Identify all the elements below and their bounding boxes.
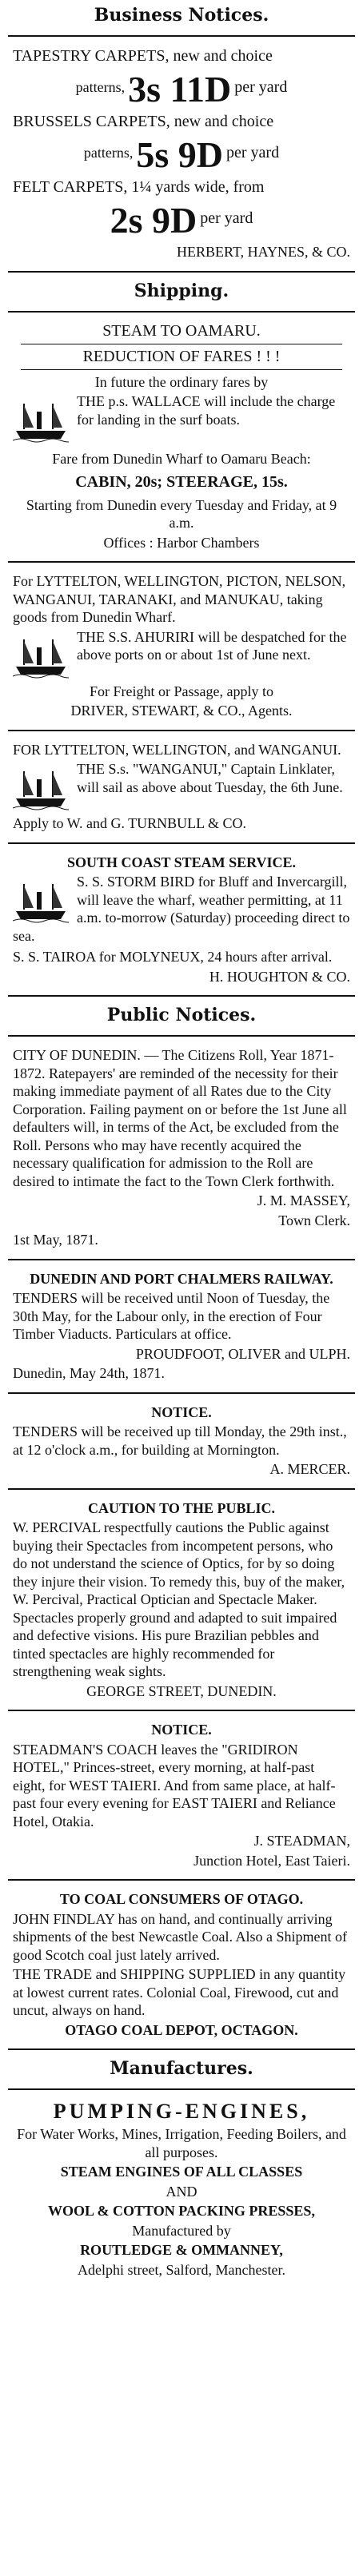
lyttelton-ahuriri-ad [0,567,363,725]
divider [8,561,355,563]
railway-notice [0,1265,363,1388]
divider [8,1259,355,1260]
wanganui-intro: FOR LYTTELTON, WELLINGTON, and WANGANUI. [13,741,341,758]
coach-title: NOTICE. [151,1722,212,1738]
coal-depot: OTAGO COAL DEPOT, OCTAGON. [65,2021,298,2038]
divider [8,1488,355,1490]
wool-presses-line: WOOL & COTTON PACKING PRESSES, [48,2203,315,2219]
wanganui-apply: Apply to W. and G. TURNBULL & CO. [13,815,247,831]
coal-body: JOHN FINDLAY has on hand, and continually arriving shipments of the best Newcastle Coal. Also a Shipment of good Scotch coal just lately arrived. [13,1910,347,1963]
felt-line: FELT CARPETS, 1¼ yards wide, from [13,178,265,196]
dunedin-roll-notice [0,1041,363,1254]
manufactures-section [0,2055,363,2283]
southcoast-signature: H. HOUGHTON & CO. [209,968,350,985]
ahuriri-agents: DRIVER, STEWART, & CO., Agents. [70,703,293,719]
ahuriri-freight: For Freight or Passage, apply to [90,683,273,699]
felt-post: per yard [200,209,253,228]
caution-address: GEORGE STREET, DUNEDIN. [86,1682,277,1699]
ahuriri-body: THE S.S. AHURIRI will be despatched for the above ports on or about 1st of June next. [77,628,347,663]
ahuriri-intro: For LYTTELTON, WELLINGTON, PICTON, NELSON, WANGANUI, TARANAKI, and MANUKAU, taking goods from Dunedin Wharf. [13,573,346,625]
tapestry-line: TAPESTRY CARPETS, new and choice [13,47,273,65]
oamaru-title: STEAM TO OAMARU. [102,321,261,340]
manufactured-by: Manufactured by [132,2222,231,2239]
dunedin-body: CITY OF DUNEDIN. — The Citizens Roll, Year 1871-1872. Ratepayers' are reminded of the necessity for their making immediate payment of all Rates due to the City Corporation. Failing payment on or before the 1st June all defaulters will, in terms of the Act, be excluded from the Roll. Persons who may have recently acquired the necessary qualification for admission to the Roll are desired to intimate the fact to the Town Clerk forthwith. [13,1047,347,1189]
tapestry-price: 3s 11D [128,69,232,109]
divider [8,730,355,731]
coach-notice [0,1716,363,1874]
felt-price: 2s 9D [110,200,197,241]
section-heading-manufactures: Manufactures. [110,2058,253,2079]
coal-trade: THE TRADE and SHIPPING SUPPLIED in any quantity at lowest current rates. Colonial Coal, Firewood, cut and uncut, always on hand. [13,1966,346,2018]
coal-notice [0,1885,363,2044]
and-line: AND [166,2183,197,2200]
coach-address: Junction Hotel, East Taieri. [193,1852,350,1869]
divider [8,2088,355,2090]
steamship-icon [13,396,69,444]
divider [8,271,355,273]
coal-title: TO COAL CONSUMERS OF OTAGO. [59,1891,304,1907]
tapestry-pre: patterns, [75,79,126,96]
notice-title: NOTICE. [151,1403,212,1420]
oamaru-ad [0,317,363,557]
steamship-icon [13,631,69,679]
railway-signature: PROUDFOOT, OLIVER and ULPH. [135,1345,350,1362]
brussels-pre: patterns, [83,145,134,161]
oamaru-sailing: Starting from Dunedin every Tuesday and Friday, at 9 a.m. [26,496,337,531]
brussels-post: per yard [226,144,280,162]
pumping-body: For Water Works, Mines, Irrigation, Feeding Boilers, and all purposes. [17,2126,346,2160]
steamship-icon [13,876,69,924]
oamaru-body: THE p.s. WALLACE will include the charge for landing in the surf boats. [77,393,336,428]
divider [8,2048,355,2050]
divider [8,1710,355,1711]
railway-date: Dunedin, May 24th, 1871. [13,1365,165,1381]
divider [8,995,355,997]
divider [8,311,355,313]
steamship-icon [13,763,69,811]
maker-name: ROUTLEDGE & OMMANNEY, [80,2242,283,2258]
tairoa-line: S. S. TAIROA for MOLYNEUX, 24 hours after arrival. [13,949,333,965]
carpets-ad [0,42,363,266]
steam-engines-line: STEAM ENGINES OF ALL CLASSES [60,2164,303,2180]
coach-body: STEADMAN'S COACH leaves the "GRIDIRON HOTEL," Princes-street, every morning, at half-past eight, for WEST TAIERI. And from same place, at half-past four every evening for EAST TAIERI and Reliance Hotel, Otakia. [13,1741,336,1829]
pumping-engines-ad [0,2095,363,2283]
oamaru-offices: Offices : Harbor Chambers [103,534,260,551]
lyttelton-wanganui-ad [0,736,363,838]
divider [8,35,355,37]
shipping-section [0,277,363,991]
dunedin-role: Town Clerk. [278,1212,350,1228]
divider [8,1392,355,1394]
section-heading-public: Public Notices. [106,1005,257,1025]
divider [8,842,355,844]
business-notices-section [0,0,363,266]
divider [8,1035,355,1037]
mornington-body: TENDERS will be received up till Monday, the 29th inst., at 12 o'clock a.m., for building at Mornington. [13,1423,347,1458]
railway-title: DUNEDIN AND PORT CHALMERS RAILWAY. [30,1270,333,1287]
brussels-line: BRUSSELS CARPETS, new and choice [13,113,274,130]
oamaru-fare-title: Fare from Dunedin Wharf to Oamaru Beach: [52,451,311,467]
mornington-signature: A. MERCER. [269,1461,350,1477]
caution-notice [0,1495,363,1706]
oamaru-subtitle: REDUCTION OF FARES ! ! ! [82,347,281,365]
caution-title: CAUTION TO THE PUBLIC. [87,1499,276,1516]
southcoast-title: SOUTH COAST STEAM SERVICE. [66,854,297,870]
section-heading-shipping: Shipping. [134,280,229,301]
tapestry-post: per yard [234,78,288,97]
oamaru-fares: CABIN, 20s; STEERAGE, 15s. [75,472,288,491]
public-notices-section [0,1001,363,2044]
section-heading-business: Business Notices. [94,5,269,26]
maker-address: Adelphi street, Salford, Manchester. [78,2261,285,2278]
oamaru-line1: In future the ordinary fares by [94,373,269,390]
brussels-price: 5s 9D [136,134,224,175]
pumping-title: PUMPING-ENGINES, [53,2100,310,2123]
coach-signature: J. STEADMAN, [253,1833,350,1849]
railway-body: TENDERS will be received until Noon of Tuesday, the 30th May, for the Labour only, in the erection of Four Timber Viaducts. Particulars at office. [13,1290,330,1342]
carpets-signature: HERBERT, HAYNES, & CO. [177,244,350,260]
divider [8,1879,355,1881]
caution-body: W. PERCIVAL respectfully cautions the Public against buying their Spectacles from incompetent persons, who do not understand the science of Optics, for by so doing they injure their vision. To remedy this, buy of the maker, W. Percival, Practical Optician and Spectacle Maker. Spectacles properly ground and adapted to suit impaired and defective visions. His pure Brazilian pebbles and tinted spectacles are highly recommended for strengthening weak sights. [13,1519,345,1679]
stormbird-body: S. S. STORM BIRD for Bluff and Invercargill, will leave the wharf, weather permitting, at 11 a.m. to-morrow (Saturday) proceeding direct to sea. [13,874,350,944]
dunedin-signature: J. M. MASSEY, [257,1192,350,1208]
dunedin-date: 1st May, 1871. [13,1232,98,1248]
divider [21,369,342,370]
mornington-notice [0,1399,363,1483]
wanganui-body: THE S.s. "WANGANUI," Captain Linklater, will sail as above about Tuesday, the 6th June. [77,761,343,795]
south-coast-ad [0,849,363,991]
